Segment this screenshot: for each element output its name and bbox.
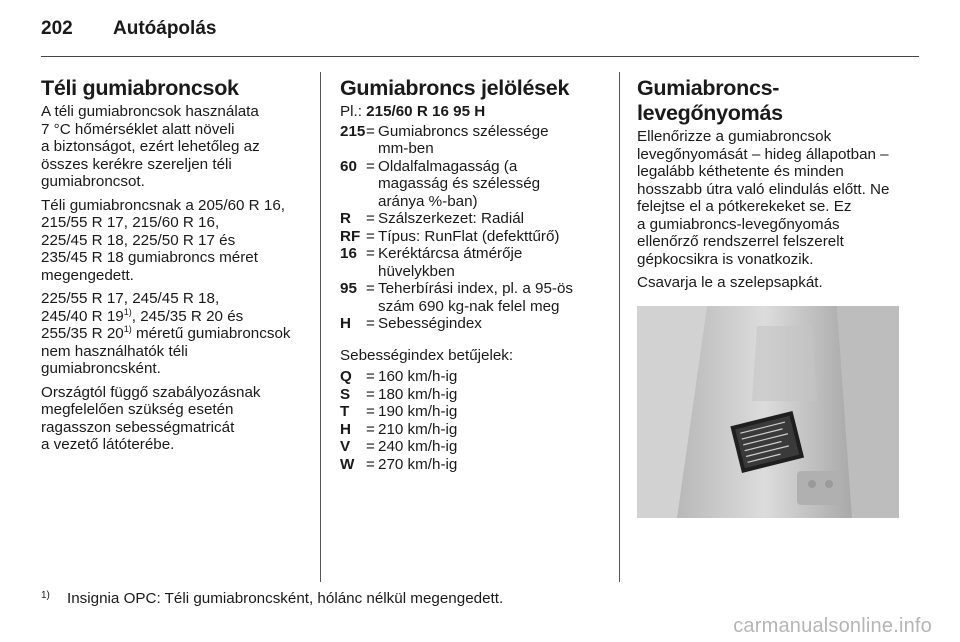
tire-pressure-paragraph-2: Csavarja le a szelepsapkát. bbox=[637, 274, 823, 291]
footnote-marker: 1) bbox=[41, 590, 50, 601]
definition-row: H = Sebességindex bbox=[340, 315, 482, 332]
winter-tires-paragraph-2: Téli gumiabroncsnak a 205/60 R 16, 215/55 R 17, 215/60 R 16, 225/45 R 18, 225/50 R 17 és 235/45 R 18 gumiabroncs méret megengedett. bbox=[41, 196, 285, 284]
winter-tires-title: Téli gumiabroncsok bbox=[41, 76, 239, 100]
footnote-ref: 1) bbox=[123, 324, 132, 334]
speed-row: S = 180 km/h-ig bbox=[340, 385, 458, 403]
door-pillar-label-photo bbox=[637, 306, 899, 518]
tire-markings-title: Gumiabroncs jelölések bbox=[340, 76, 570, 100]
tire-pressure-paragraph-1: Ellenőrizze a gumiabroncsok levegőnyomását – hideg állapotban – legalább kéthetente és minden hosszabb útra való elindulás előtt. Ne felejtse el a pótkerekeket se. Ez a gumiabroncs-levegőnyomás ellenőrző rendszerrel felszerelt gépkocsikra is vonatkozik. bbox=[637, 128, 890, 268]
speed-row: Q = 160 km/h-ig bbox=[340, 368, 458, 385]
page-header bbox=[41, 18, 216, 40]
footnote bbox=[41, 590, 503, 607]
definition-row: 16 = Keréktárcsa átmérője hüvelykben bbox=[340, 245, 523, 280]
speed-row: T = 190 km/h-ig bbox=[340, 403, 458, 420]
tire-marking-definitions bbox=[340, 123, 573, 333]
winter-tires-section bbox=[41, 76, 313, 460]
winter-tires-paragraph-1: A téli gumiabroncsok használata 7 °C hőmérséklet alatt növeli a biztonságot, ezért lehetőleg az összes kerékre szereljen téli gumiabroncsot. bbox=[41, 103, 260, 190]
footnote-ref: 1) bbox=[123, 306, 132, 317]
column-divider-1 bbox=[320, 72, 321, 582]
section-title: Autóápolás bbox=[113, 18, 217, 39]
speed-index-title: Sebességindex betűjelek: bbox=[340, 346, 514, 364]
speed-index-table bbox=[340, 368, 457, 473]
header-divider bbox=[41, 56, 919, 57]
definition-row: RF = Típus: RunFlat (defekttűrő) bbox=[340, 227, 560, 245]
definition-row: 60 = Oldalfalmagasság (a magasság és szélesség aránya %-ban) bbox=[340, 157, 541, 210]
tire-markings-example: Pl.: 215/60 R 16 95 H bbox=[340, 103, 486, 120]
speed-row: V = 240 km/h-ig bbox=[340, 438, 458, 455]
speed-row: W = 270 km/h-ig bbox=[340, 455, 458, 473]
tire-pressure-title: Gumiabroncs- levegőnyomás bbox=[637, 76, 783, 125]
watermark: carmanualsonline.info bbox=[733, 615, 932, 637]
page-number: 202 bbox=[41, 18, 73, 39]
winter-tires-paragraph-4: Országtól függő szabályozásnak megfelelően szükség esetén ragasszon sebességmatricát a vezető látóterébe. bbox=[41, 383, 261, 453]
door-latch bbox=[797, 471, 843, 505]
tire-markings-section bbox=[340, 76, 612, 473]
footnote-text: Insignia OPC: Téli gumiabroncsként, hólánc nélkül megengedett. bbox=[67, 590, 504, 607]
definition-row: 95 = Teherbírási index, pl. a 95-ös szám 690 kg-nak felel meg bbox=[340, 280, 574, 315]
winter-tires-paragraph-3: 225/55 R 17, 245/45 R 18, 245/40 R 19$^{1)}$, 245/35 R 20 és 255/35 R 20$^{1)}$ méretű gumiabroncsok nem használhatók téli gumiabroncsként. bbox=[41, 290, 291, 377]
column-divider-2 bbox=[619, 72, 620, 582]
definition-row: 215 = Gumiabroncs szélessége mm-ben bbox=[340, 122, 549, 157]
speed-row: H = 210 km/h-ig bbox=[340, 420, 458, 438]
definition-row: R = Szálszerkezet: Radiál bbox=[340, 210, 525, 227]
tire-pressure-section bbox=[637, 76, 905, 298]
